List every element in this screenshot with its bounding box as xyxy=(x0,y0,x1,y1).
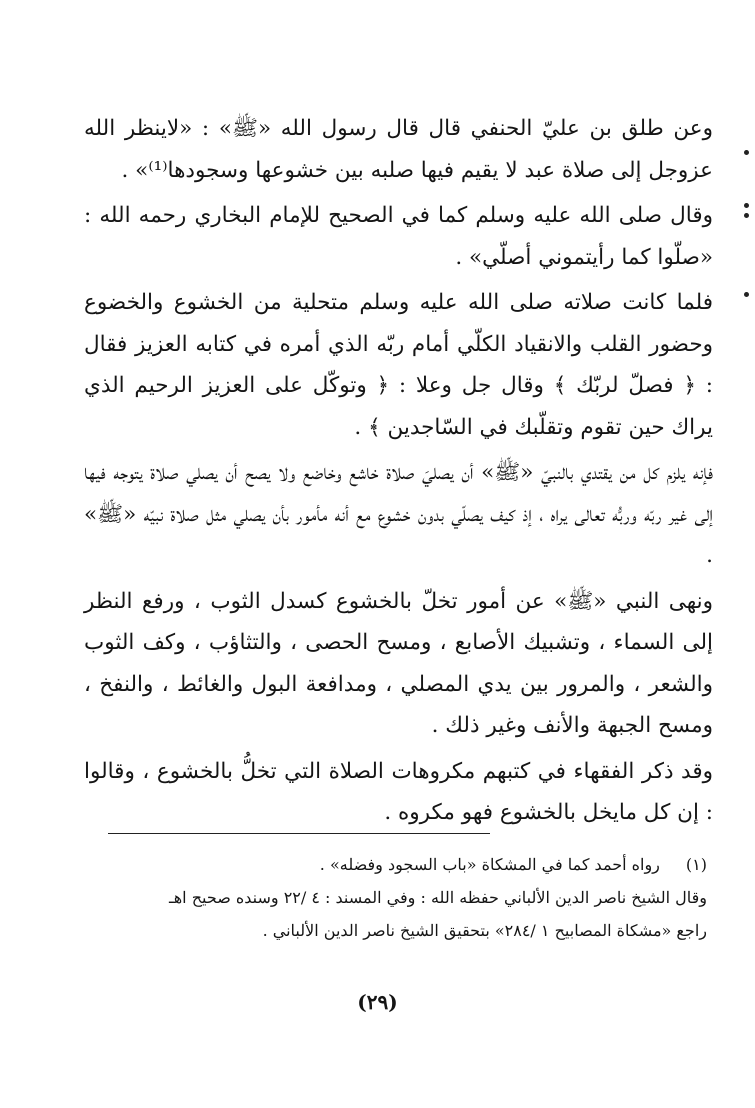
footnote-line: وقال الشيخ ناصر الدين الألباني حفظه الله : وفي المسند : ٤ /٢٢ وسنده صحيح اهـ xyxy=(169,888,707,907)
paragraph: ونهى النبي «ﷺ» عن أمور تخلّ بالخشوع كسدل الثوب ، ورفع النظر إلى السماء ، وتشبيك الأصابع ، ومسح الحصى ، والتثاؤب ، وكف الثوب والشعر ، والمرور بين يدي المصلي ، ومدافعة البول والغائط ، والنفخ ، ومسح الجبهة والأنف وغير ذلك . xyxy=(84,588,713,738)
main-text xyxy=(84,108,713,834)
margin-mark xyxy=(744,150,749,155)
margin-mark xyxy=(744,292,749,297)
paragraph: فإنه يلزم كل من يقتدي بالنبيّ «ﷺ» أن يصليَ صلاة خاشع وخاضع ولا يصح أن يصلي صلاة يتوجه فيها إلى غير ربّه وربُّه تعالى يراه ، إذ كيف يصلّي بدون خشوع مع أنه مأمور بأن يصلي مثل صلاة نبيّه «ﷺ» . xyxy=(84,460,713,568)
paragraph: وقال صلى الله عليه وسلم كما في الصحيح للإمام البخاري رحمه الله : «صلّوا كما رأيتموني أصلّي» . xyxy=(84,203,713,270)
margin-mark xyxy=(744,213,749,218)
margin-mark xyxy=(744,203,749,208)
footnotes xyxy=(96,848,707,947)
paragraph: فلما كانت صلاته صلى الله عليه وسلم متحلية من الخشوع والخضوع وحضور القلب والانقياد الكلّي أمام ربّه الذي أمره في كتابه العزيز فقال : ﴿ فصلّ لربّك ﴾ وقال جل وعلا : ﴿ وتوكّل على العزيز الرحيم الذي يراك حين تقوم وتقلّبك في السّاجدين ﴾ . xyxy=(84,290,713,440)
footnote-divider xyxy=(108,833,490,834)
footnote-number: (١) xyxy=(685,855,707,874)
page-number: (٢٩) xyxy=(357,990,398,1014)
footnote-line: راجع «مشكاة المصابيح ١ /٢٨٤» بتحقيق الشيخ ناصر الدين الألباني . xyxy=(262,921,707,940)
footnote-line xyxy=(96,848,707,881)
paragraph: وعن طلق بن عليّ الحنفي قال قال رسول الله «ﷺ» : «لاينظر الله عزوجل إلى صلاة عبد لا يقيم فيها صلبه بين خشوعها وسجودها⁽¹⁾» . xyxy=(84,116,713,183)
footnote-text: رواه أحمد كما في المشكاة «باب السجود وفضله» . xyxy=(319,855,660,874)
paragraph: وقد ذكر الفقهاء في كتبهم مكروهات الصلاة التي تخلُّ بالخشوع ، وقالوا : إن كل مايخل بالخشوع فهو مكروه . xyxy=(84,758,713,825)
